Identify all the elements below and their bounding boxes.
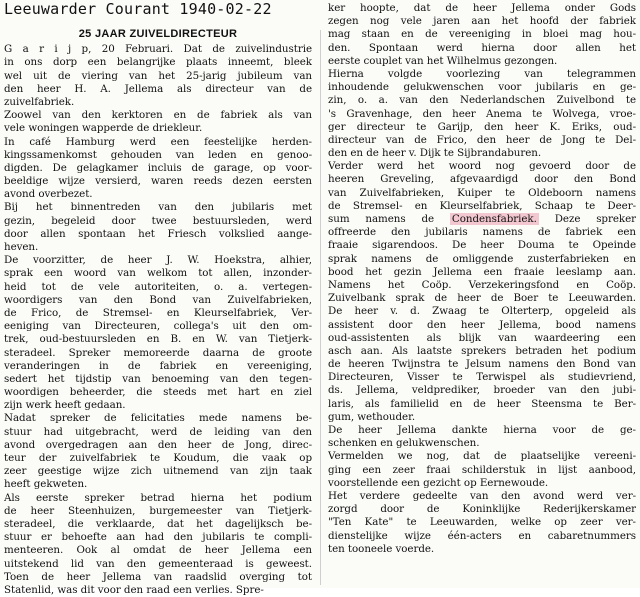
text-line: directeur van de Frico, den heer de Jong te Del-: [328, 133, 636, 146]
text-line: de Stremsel- en Kleurselfabriek, Schaap te Deer-: [328, 199, 636, 212]
text-line: De heer Jellema dankte hierna voor de ge-: [328, 424, 636, 436]
text-line: menteeren. Ook al omdat de heer Jellema een: [4, 544, 312, 557]
text-line: uitstekend lid van den gemeenteraad is geweest.: [4, 557, 312, 570]
column-divider: [320, 30, 321, 585]
text-line: zijn werk heeft gedaan.: [4, 399, 126, 412]
text-line: heeft gekweten.: [4, 478, 88, 491]
text-line: stuur had uitgebracht, werd de leiding van den: [4, 425, 312, 438]
text-line: ten tooneele voerde.: [328, 542, 435, 555]
text-line: 's Gravenhage, den heer Anema te Wolvega, vroe-: [328, 107, 636, 120]
text-line: mag staan en de vereeniging in bloei mag hou-: [328, 28, 636, 41]
text-line: zuivelfabriek.: [4, 95, 75, 108]
text-line: In café Hamburg werd een feestelijke herden-: [4, 135, 312, 148]
text-line: Verder werd het woord nog gevoerd door de: [328, 160, 636, 173]
text-line: gezin, begeleid door twee bestuursleden, werd: [4, 214, 312, 227]
text-line: zeer geestige wijze zich uitnemend van zijn taak: [4, 465, 312, 478]
text-line: beeldige wijze versierd, waren reeds dezen eersten: [4, 175, 312, 188]
text-line: zorgd door de Koninklijke Rederijkerskamer: [328, 503, 636, 516]
text-line: Als eerste spreker betrad hierna het podium: [4, 491, 312, 504]
text-line: steradeel, die verklaarde, dat het dagelijksch be-: [4, 517, 312, 530]
text-line: Directeuren, Visser te Terwispel als studievriend,: [328, 371, 636, 384]
text-line: Het verdere gedeelte van den avond werd ver-: [328, 489, 636, 502]
text-line: de heeren Twijnstra te Jelsum namens den Bond van: [328, 358, 636, 371]
text-line: sprak een woord van welkom tot allen, inzonder-: [4, 267, 312, 280]
text-line: stuur er behoefte aan had den jubilaris te compli-: [4, 531, 312, 544]
article-headline: 25 JAAR ZUIVELDIRECTEUR: [78, 28, 238, 40]
article-column-left: [4, 28, 312, 597]
text-line: in ons dorp een belangrijke plaats inneemt, bleek: [4, 56, 312, 69]
text-line: eerste couplet van het Wilhelmus gezongen.: [328, 54, 558, 67]
text-line: de Frico, de Stremsel- en Kleurselfabriek, Ver-: [4, 306, 312, 319]
text-line: den en de heer v. Dijk te Sijbrandaburen.: [328, 147, 542, 160]
text-line: "Ten Kate" te Leeuwarden, welke op zeer ver-: [328, 516, 636, 529]
text-line: heeren Greveling, afgevaardigd door den Bond: [328, 173, 636, 186]
text-line: sprak namens de omliggende zusterfabrieken en: [328, 252, 636, 265]
masthead: Leeuwarder Courant 1940-02-22: [4, 0, 272, 18]
text-line: avond overbezet.: [4, 188, 93, 201]
article-column-right: [328, 2, 636, 556]
text-line: de heer Steenhuizen, burgemeester van Tietjerk-: [4, 504, 312, 517]
text-line: assistent door den heer Jellema, bood namens: [328, 318, 636, 331]
text-line: Zoowel van den kerktoren en de fabriek als van: [4, 109, 312, 122]
text-line: gum, wethouder.: [328, 410, 416, 423]
text-line: den heer H. A. Jellema als directeur van de: [4, 82, 312, 95]
text-line: woordigers van den Bond van Zuivelfabrieken,: [4, 293, 312, 306]
text-line: kingssamenkomst gehouden van leden en genoo-: [4, 148, 312, 161]
highlighted-word: Condensfabriek.: [451, 213, 537, 225]
text-line: digden. De gelagkamer incluis de garage, op voor-: [4, 161, 312, 174]
text-line: vele woningen wapperde de driekleur.: [4, 122, 203, 135]
text-line: zegen nog vele jaren aan het hoofd der fabriek: [328, 15, 636, 28]
text-line: voorstellende een gezicht op Eernewoude.: [328, 476, 549, 489]
text-line: G a r i j p, 20 Februari. Dat de zuivelindustrie: [4, 43, 312, 56]
text-line: Vermelden we nog, dat de plaatselijke vereeni-: [328, 450, 636, 463]
text-line: fraaie sigarendoos. De heer Douma te Opeinde: [328, 239, 636, 252]
text-line: bood het gezin Jellema een fraaie leeslamp aan.: [328, 265, 636, 278]
text-line: Hierna volgde voorlezing van telegrammen: [328, 67, 636, 80]
text-line: asch aan. Als laatste sprekers betraden het podium: [328, 344, 636, 357]
text-line: heid tot de vele autoriteiten, o. a. vertegen-: [4, 280, 312, 293]
text-line: trek, oud-bestuursleden en B. en W. van Tietjerk-: [4, 333, 312, 346]
text-line: schenken en gelukwenschen.: [328, 437, 480, 450]
text-line: zin, o. a. van den Nederlandschen Zuivelbond te: [328, 94, 636, 107]
text-line: Nadat spreker de felicitaties mede namens be-: [4, 412, 312, 425]
text-line: laris, als familielid en de heer Steensma te Ber-: [328, 397, 636, 410]
text-line: woordigen beheerder, die steeds met hart en ziel: [4, 386, 312, 399]
text-line: sedert het tijdstip van benoeming van den tegen-: [4, 372, 312, 385]
text-line: veranderingen in de fabriek en vereeniging,: [4, 359, 312, 372]
text-line: De heer v. d. Zwaag te Olterterp, opgeleid als: [328, 305, 636, 318]
text-line: Zuivelbank sprak de heer de Boer te Leeuwarden.: [328, 292, 636, 305]
text-line: Bij het binnentreden van den jubilaris met: [4, 201, 312, 214]
text-line: van Zuivelfabrieken, Kuiper te Oldeboorn namens: [328, 186, 636, 199]
text-line: ger directeur te Garijp, den heer K. Eriks, oud-: [328, 120, 636, 133]
text-line: avond overgedragen aan den heer de Jong, direc-: [4, 438, 312, 451]
text-line: Namens het Coöp. Verzekeringsfond en Coöp.: [328, 278, 636, 291]
text-line: offreerde den jubilaris namens de fabriek een: [328, 226, 636, 239]
text-line: inhoudende gelukwenschen voor jubilaris en ge-: [328, 81, 636, 94]
text-line: dienstelijke wijze één-acters en cabaretnummers: [328, 529, 636, 542]
text-line: heven.: [4, 241, 39, 254]
text-line: steradeel. Spreker memoreerde daarna de groote: [4, 346, 312, 359]
text-line: wel uit de viering van het 25-jarig jubileum van: [4, 69, 312, 82]
text-line: sum namens de Condensfabriek. Deze spreker: [328, 213, 636, 225]
text-line: Statenlid, was dit voor den raad een verlies. Spre-: [4, 583, 264, 596]
text-line: ds. Jellema, veldprediker, broeder van den jubi-: [328, 384, 636, 397]
text-line: ker hoopte, dat de heer Jellema onder Gods: [328, 2, 636, 14]
text-line: door allen spontaan het Friesch volkslied aange-: [4, 227, 312, 240]
text-line: De voorzitter, de heer J. W. Hoekstra, alhier,: [4, 254, 312, 267]
text-line: oud-assistenten als blijk van waardeering een: [328, 331, 636, 344]
text-line: ging een zeer fraai schilderstuk in lijst aanbood,: [328, 463, 636, 476]
text-line: eeniging van Directeuren, collega's uit den om-: [4, 320, 312, 333]
text-line: Toen de heer Jellema van raadslid overging tot: [4, 570, 312, 583]
text-line: den. Spontaan werd hierna door allen het: [328, 41, 636, 54]
text-line: teur der zuivelfabriek te Koudum, die vaak op: [4, 452, 312, 465]
